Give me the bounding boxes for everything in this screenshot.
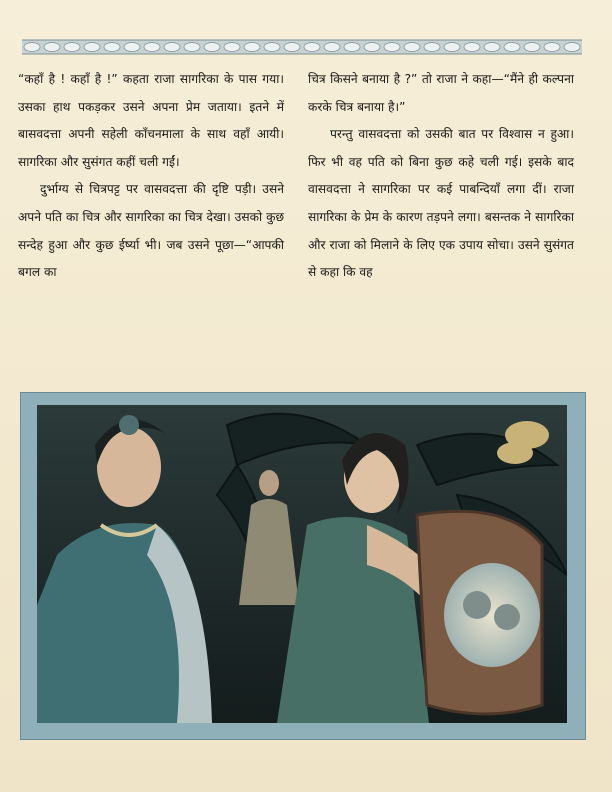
right-paragraph-2: परन्तु वासवदत्ता को उसकी बात पर विश्वास न हुआ। फिर भी वह पति को बिना कुछ कहे चली गई। इसके बाद वासवदत्ता ने सागरिका पर कई पाबन्दियाँ लगा दीं। राजा सागरिका के प्रेम के कारण तड़पने लगा। बसन्तक ने सागरिका और राजा को मिलाने के लिए एक उपाय सोचा। उसने सुसंगत से कहा कि वह	[308, 127, 574, 280]
border-bead	[524, 43, 540, 52]
border-bead	[564, 43, 580, 52]
right-paragraph-1: चित्र किसने बनाया है ?” तो राजा ने कहा—“मैंने ही कल्पना करके चित्र बनाया है।”	[308, 72, 574, 114]
left-text-column	[18, 66, 284, 287]
decorative-border	[22, 38, 582, 56]
border-bead	[424, 43, 440, 52]
border-bead	[404, 43, 420, 52]
left-paragraph-1: “कहाँ है ! कहाँ है !” कहता राजा सागरिका के पास गया। उसका हाथ पकड़कर उसने अपना प्रेम जताया। इतने में बासवदत्ता अपनी सहेली काँचनमाला के साथ वहाँ आयी। सागरिका और सुसंगत कहीं चली गईं।	[18, 72, 284, 169]
border-bead	[104, 43, 120, 52]
border-bead	[264, 43, 280, 52]
border-bead	[384, 43, 400, 52]
border-bead	[184, 43, 200, 52]
border-bead	[84, 43, 100, 52]
border-bead	[444, 43, 460, 52]
border-bead	[464, 43, 480, 52]
border-bead	[164, 43, 180, 52]
left-paragraph-2: दुर्भाग्य से चित्रपट्ट पर वासवदत्ता की दृष्टि पड़ी। उसने अपने पति का चित्र और सागरिका का चित्र देखा। उसको कुछ सन्देह हुआ और कुछ ईर्ष्या भी। जब उसने पूछा—“आपकी बगल का	[18, 182, 284, 280]
border-bead	[224, 43, 240, 52]
border-bead	[44, 43, 60, 52]
border-bead	[244, 43, 260, 52]
border-bead	[544, 43, 560, 52]
border-bead	[344, 43, 360, 52]
border-bead	[304, 43, 320, 52]
border-bead	[144, 43, 160, 52]
border-bead	[24, 43, 40, 52]
border-bead	[324, 43, 340, 52]
illustration	[37, 405, 567, 723]
border-bead	[64, 43, 80, 52]
border-bead	[284, 43, 300, 52]
border-bead	[364, 43, 380, 52]
illustration-scene	[37, 405, 567, 723]
border-bead	[504, 43, 520, 52]
border-bead	[484, 43, 500, 52]
right-text-column	[308, 66, 574, 287]
border-bead	[204, 43, 220, 52]
portrait-board	[417, 511, 542, 714]
border-bead	[124, 43, 140, 52]
illustration-frame	[20, 392, 586, 740]
